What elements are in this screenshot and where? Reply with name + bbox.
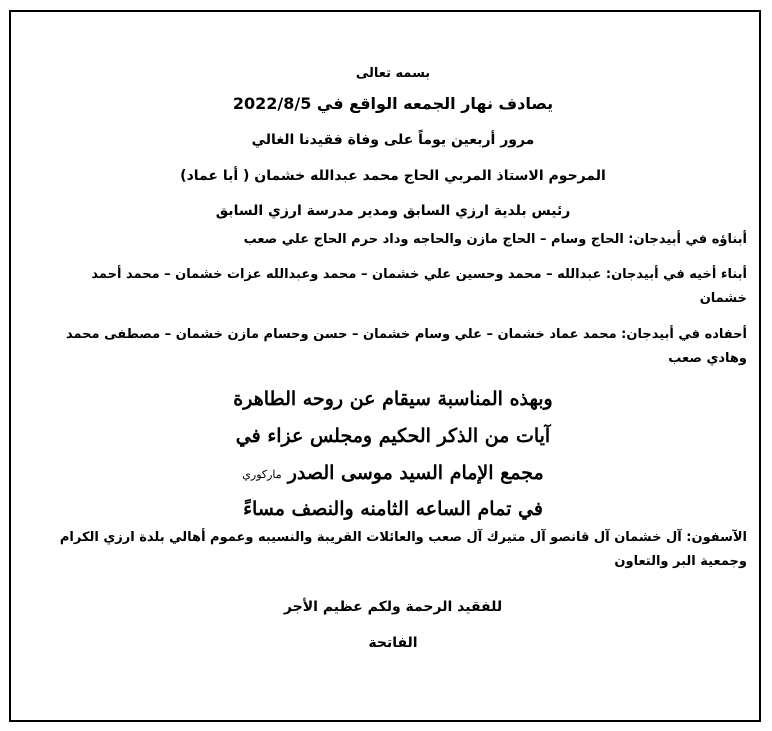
closing-line: للفقيد الرحمة ولكم عظيم الأجر: [283, 599, 503, 615]
notice-frame: [9, 10, 761, 722]
sons-line: أبناؤه في أبيدجان: الحاج وسام – الحاج مازن والحاجه وداد حرم الحاج علي صعب: [243, 232, 747, 247]
ceremony-line-2: آيات من الذكر الحكيم ومجلس عزاء في: [235, 425, 551, 447]
deceased-name: المرحوم الاستاذ المربي الحاج محمد عبدالله خشمان ( أبا عماد): [180, 168, 606, 184]
venue-location: ماركوري: [242, 467, 282, 481]
ceremony-line-1: وبهذه المناسبة سيقام عن روحه الطاهرة: [233, 388, 553, 410]
mourners-paragraph: الآسفون: آل خشمان آل قانصو آل متيرك آل صعب والعائلات القريبة والنسيبه وعموم أهالي بلدة ارزي الكرام وجمعية البر والتعاون: [59, 530, 747, 569]
venue-name: مجمع الإمام السيد موسى الصدر: [287, 462, 544, 484]
obituary-notice: [39, 62, 747, 660]
fatiha-line: الفاتحة: [368, 635, 418, 651]
ceremony-line-3: [39, 455, 747, 492]
header-text: بسمه تعالى: [355, 66, 431, 81]
deceased-title: رئيس بلدية ارزي السابق ومدير مدرسة ارزي السابق: [215, 203, 571, 219]
occasion-line: مرور أربعين يوماً على وفاة فقيدنا الغالي: [251, 132, 535, 148]
grandsons-paragraph: أحفاده في أبيدجان: محمد عماد خشمان – علي وسام خشمان – حسن وحسام مازن خشمان – مصطفى محمد وهادي صعب: [65, 327, 747, 366]
nephews-paragraph: أبناء أخيه في أبيدجان: عبدالله – محمد وحسين علي خشمان – محمد وعبدالله عزات خشمان – محمد أحمد خشمان: [91, 267, 747, 306]
date-line: يصادف نهار الجمعه الواقع في 2022/8/5: [232, 94, 554, 113]
ceremony-line-4: في تمام الساعه الثامنه والنصف مساءً: [243, 498, 543, 520]
